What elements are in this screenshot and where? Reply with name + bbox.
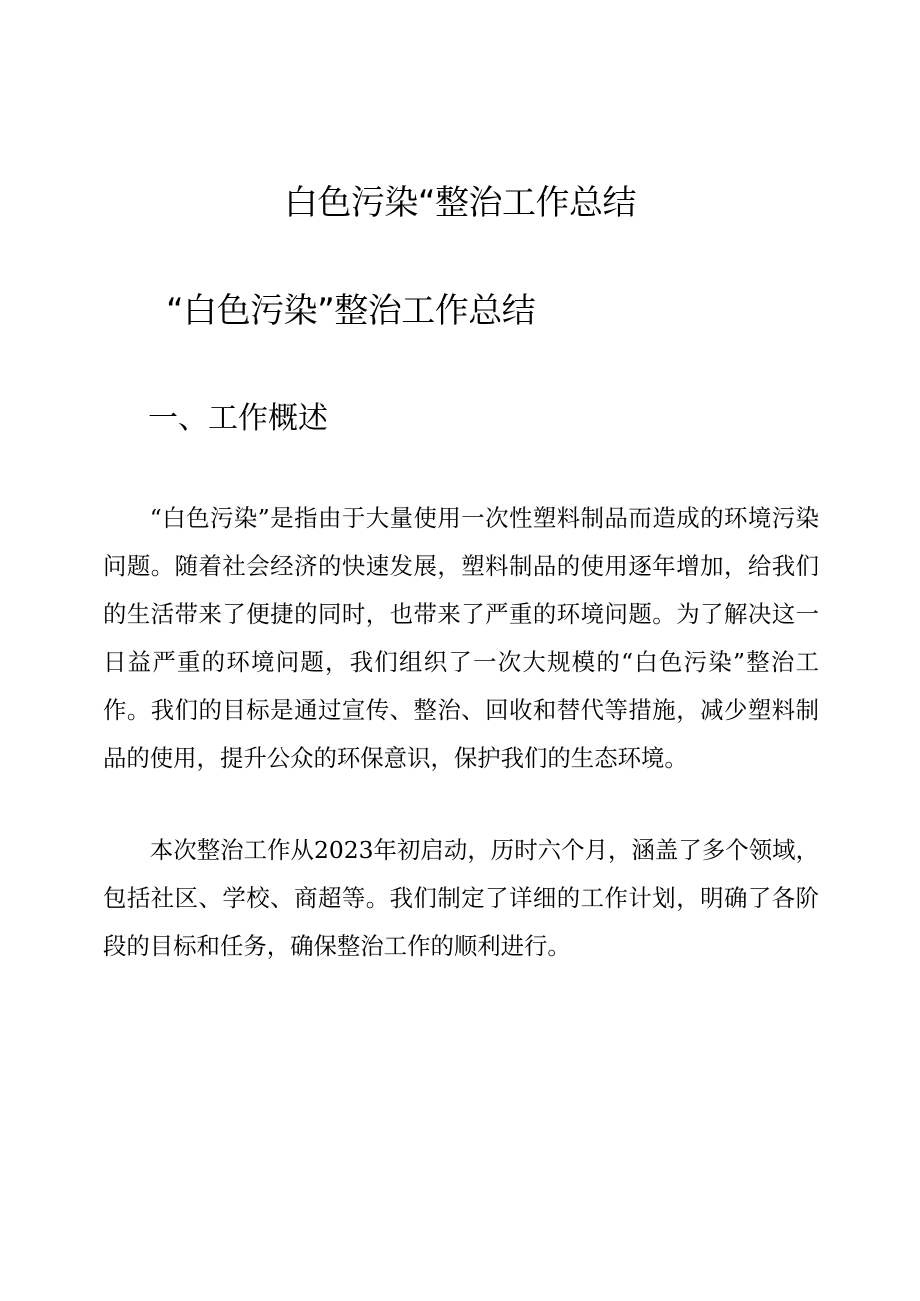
document-subtitle: “白色污染”整治工作总结 (166, 291, 536, 331)
paragraph-1: “白色污染”是指由于大量使用一次性塑料制品而造成的环境污染问题。随着社会经济的快速发展，塑料制品的使用逐年增加，给我们的生活带来了便捷的同时，也带来了严重的环境问题。为了解决这一日益严重的环境问题，我们组织了一次大规模的“白色污染”整治工作。我们的目标是通过宣传、整治、回收和替代等措施，减少塑料制品的使用，提升公众的环保意识，保护我们的生态环境。 (103, 504, 819, 772)
section-heading: 一、工作概述 (148, 401, 328, 436)
paragraph-2: 本次整治工作从2023年初启动，历时六个月，涵盖了多个领域，包括社区、学校、商超等。我们制定了详细的工作计划，明确了各阶段的目标和任务，确保整治工作的顺利进行。 (103, 836, 819, 960)
document-title: 白色污染“整治工作总结 (283, 183, 637, 223)
